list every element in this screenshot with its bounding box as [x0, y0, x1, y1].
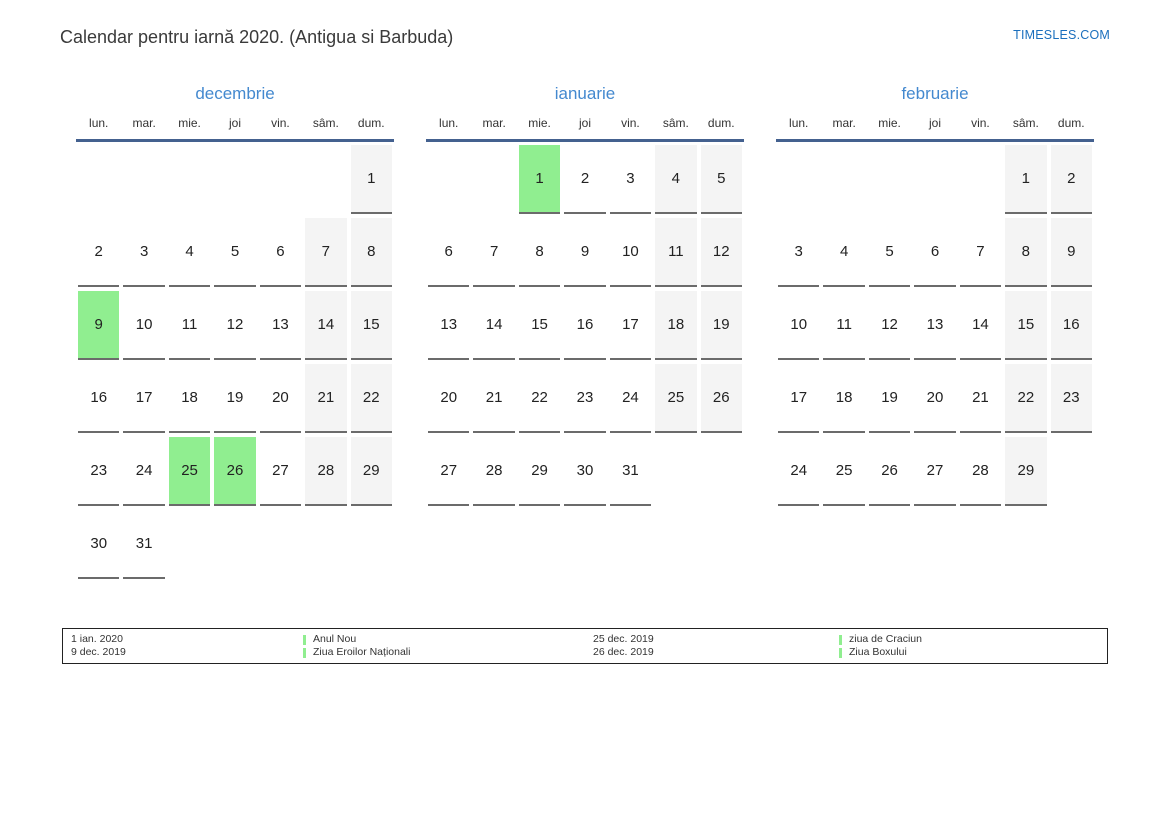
- day-cell: 6: [428, 218, 469, 287]
- page-title: Calendar pentru iarnă 2020. (Antigua si Barbuda): [60, 27, 454, 47]
- legend-holiday-name: Ziua Boxului: [849, 646, 907, 658]
- day-cell: 14: [960, 291, 1001, 360]
- day-cell: 5: [701, 145, 742, 214]
- empty-day-cell: [305, 145, 346, 212]
- day-cell: 21: [473, 364, 514, 433]
- day-cell: 23: [78, 437, 119, 506]
- empty-day-cell: [305, 510, 346, 577]
- weekday-label: joi: [228, 116, 241, 130]
- day-cell: 29: [519, 437, 560, 506]
- day-cell: 26: [869, 437, 910, 506]
- day-cell: 2: [1051, 145, 1092, 214]
- weekday-label: joi: [578, 116, 591, 130]
- empty-day-cell: [123, 145, 164, 212]
- day-cell: 2: [564, 145, 605, 214]
- day-cell: 6: [260, 218, 301, 287]
- day-cell: 8: [1005, 218, 1046, 287]
- page-header: [0, 0, 1169, 50]
- weekday-header-row: [776, 116, 1094, 142]
- day-cell: 4: [655, 145, 696, 214]
- day-cell: 20: [428, 364, 469, 433]
- holiday-day-cell: 25: [169, 437, 210, 506]
- day-cell: 22: [519, 364, 560, 433]
- empty-day-cell: [214, 510, 255, 577]
- day-cell: 9: [1051, 218, 1092, 287]
- day-cell: 11: [823, 291, 864, 360]
- weekday-header-row: [76, 116, 394, 142]
- day-cell: 10: [610, 218, 651, 287]
- legend-holiday-name: ziua de Craciun: [849, 633, 922, 645]
- month-december: [76, 84, 394, 583]
- day-cell: 12: [701, 218, 742, 287]
- holiday-marker-icon: [303, 635, 306, 645]
- day-cell: 17: [778, 364, 819, 433]
- day-cell: 30: [564, 437, 605, 506]
- legend-date: 1 ian. 2020: [71, 633, 123, 645]
- legend-names-group-1: [303, 633, 593, 659]
- month-title: ianuarie: [554, 84, 616, 103]
- month-title: decembrie: [195, 84, 275, 103]
- day-cell: 27: [260, 437, 301, 506]
- legend-date: 26 dec. 2019: [593, 646, 654, 658]
- month-grid: [426, 142, 744, 510]
- day-cell: 29: [1005, 437, 1046, 506]
- holiday-marker-icon: [839, 635, 842, 645]
- weekday-label: mie.: [178, 116, 201, 130]
- holiday-marker-icon: [839, 648, 842, 658]
- month-title: februarie: [901, 84, 969, 103]
- day-cell: 23: [564, 364, 605, 433]
- weekday-label: mie.: [528, 116, 551, 130]
- empty-day-cell: [914, 145, 955, 212]
- day-cell: 5: [869, 218, 910, 287]
- day-cell: 22: [1005, 364, 1046, 433]
- weekday-label: dum.: [357, 116, 385, 130]
- day-cell: 16: [78, 364, 119, 433]
- day-cell: 19: [214, 364, 255, 433]
- day-cell: 5: [214, 218, 255, 287]
- weekday-label: lun.: [439, 116, 459, 130]
- empty-day-cell: [428, 145, 469, 212]
- month-grid: [76, 142, 394, 583]
- holiday-day-cell: 1: [519, 145, 560, 214]
- empty-day-cell: [655, 437, 696, 504]
- empty-day-cell: [214, 145, 255, 212]
- day-cell: 14: [305, 291, 346, 360]
- weekday-label: dum.: [1057, 116, 1085, 130]
- day-cell: 7: [305, 218, 346, 287]
- day-cell: 1: [1005, 145, 1046, 214]
- day-cell: 3: [778, 218, 819, 287]
- day-cell: 12: [869, 291, 910, 360]
- legend-holiday: [839, 646, 1107, 659]
- day-cell: 17: [610, 291, 651, 360]
- day-cell: 20: [260, 364, 301, 433]
- empty-day-cell: [78, 145, 119, 212]
- day-cell: 19: [701, 291, 742, 360]
- day-cell: 31: [610, 437, 651, 506]
- day-cell: 13: [260, 291, 301, 360]
- day-cell: 19: [869, 364, 910, 433]
- legend-holiday: [839, 633, 1107, 646]
- weekday-label: vin.: [621, 116, 640, 130]
- month-february: [776, 84, 1094, 510]
- empty-day-cell: [1051, 437, 1092, 504]
- day-cell: 8: [519, 218, 560, 287]
- day-cell: 11: [655, 218, 696, 287]
- day-cell: 15: [1005, 291, 1046, 360]
- empty-day-cell: [960, 145, 1001, 212]
- day-cell: 10: [778, 291, 819, 360]
- weekday-label: mar.: [832, 116, 856, 130]
- empty-day-cell: [778, 145, 819, 212]
- day-cell: 28: [305, 437, 346, 506]
- weekday-label: mie.: [878, 116, 901, 130]
- day-cell: 7: [473, 218, 514, 287]
- day-cell: 28: [473, 437, 514, 506]
- day-cell: 16: [1051, 291, 1092, 360]
- day-cell: 3: [610, 145, 651, 214]
- empty-day-cell: [869, 145, 910, 212]
- weekday-label: sâm.: [312, 116, 339, 130]
- day-cell: 26: [701, 364, 742, 433]
- day-cell: 16: [564, 291, 605, 360]
- day-cell: 27: [428, 437, 469, 506]
- day-cell: 15: [519, 291, 560, 360]
- day-cell: 28: [960, 437, 1001, 506]
- day-cell: 2: [78, 218, 119, 287]
- weekday-label: mar.: [482, 116, 506, 130]
- empty-day-cell: [823, 145, 864, 212]
- day-cell: 20: [914, 364, 955, 433]
- day-cell: 13: [914, 291, 955, 360]
- legend-date: 25 dec. 2019: [593, 633, 654, 645]
- weekday-label: lun.: [789, 116, 809, 130]
- day-cell: 30: [78, 510, 119, 579]
- empty-day-cell: [260, 510, 301, 577]
- day-cell: 12: [214, 291, 255, 360]
- weekday-label: sâm.: [1012, 116, 1039, 130]
- day-cell: 1: [351, 145, 392, 214]
- weekday-label: dum.: [707, 116, 735, 130]
- day-cell: 15: [351, 291, 392, 360]
- day-cell: 8: [351, 218, 392, 287]
- month-january: [426, 84, 744, 510]
- day-cell: 13: [428, 291, 469, 360]
- weekday-label: vin.: [971, 116, 990, 130]
- day-cell: 29: [351, 437, 392, 506]
- calendars-row: [76, 84, 1169, 583]
- empty-day-cell: [169, 510, 210, 577]
- weekday-label: sâm.: [662, 116, 689, 130]
- day-cell: 23: [1051, 364, 1092, 433]
- day-cell: 4: [823, 218, 864, 287]
- legend-holiday: [303, 646, 593, 659]
- legend-dates-group-2: [593, 633, 839, 659]
- day-cell: 7: [960, 218, 1001, 287]
- holiday-day-cell: 9: [78, 291, 119, 360]
- day-cell: 21: [960, 364, 1001, 433]
- day-cell: 10: [123, 291, 164, 360]
- legend-names-group-2: [839, 633, 1107, 659]
- day-cell: 17: [123, 364, 164, 433]
- weekday-label: lun.: [89, 116, 109, 130]
- day-cell: 31: [123, 510, 164, 579]
- weekday-header-row: [426, 116, 744, 142]
- day-cell: 24: [123, 437, 164, 506]
- legend-date: 9 dec. 2019: [71, 646, 126, 658]
- day-cell: 6: [914, 218, 955, 287]
- day-cell: 18: [169, 364, 210, 433]
- day-cell: 24: [778, 437, 819, 506]
- site-link[interactable]: TIMESLES.COM: [1013, 28, 1110, 42]
- day-cell: 25: [823, 437, 864, 506]
- day-cell: 4: [169, 218, 210, 287]
- empty-day-cell: [260, 145, 301, 212]
- day-cell: 27: [914, 437, 955, 506]
- day-cell: 24: [610, 364, 651, 433]
- day-cell: 14: [473, 291, 514, 360]
- weekday-label: vin.: [271, 116, 290, 130]
- empty-day-cell: [473, 145, 514, 212]
- day-cell: 22: [351, 364, 392, 433]
- empty-day-cell: [169, 145, 210, 212]
- weekday-label: mar.: [132, 116, 156, 130]
- holiday-marker-icon: [303, 648, 306, 658]
- holidays-legend: [62, 628, 1108, 664]
- legend-holiday-name: Anul Nou: [313, 633, 357, 645]
- day-cell: 3: [123, 218, 164, 287]
- day-cell: 21: [305, 364, 346, 433]
- legend-holiday-name: Ziua Eroilor Naționali: [313, 646, 411, 658]
- weekday-label: joi: [928, 116, 941, 130]
- day-cell: 9: [564, 218, 605, 287]
- legend-dates-group-1: [71, 633, 303, 659]
- month-grid: [776, 142, 1094, 510]
- legend-holiday: [303, 633, 593, 646]
- day-cell: 25: [655, 364, 696, 433]
- holiday-day-cell: 26: [214, 437, 255, 506]
- day-cell: 18: [655, 291, 696, 360]
- day-cell: 18: [823, 364, 864, 433]
- empty-day-cell: [351, 510, 392, 577]
- day-cell: 11: [169, 291, 210, 360]
- empty-day-cell: [701, 437, 742, 504]
